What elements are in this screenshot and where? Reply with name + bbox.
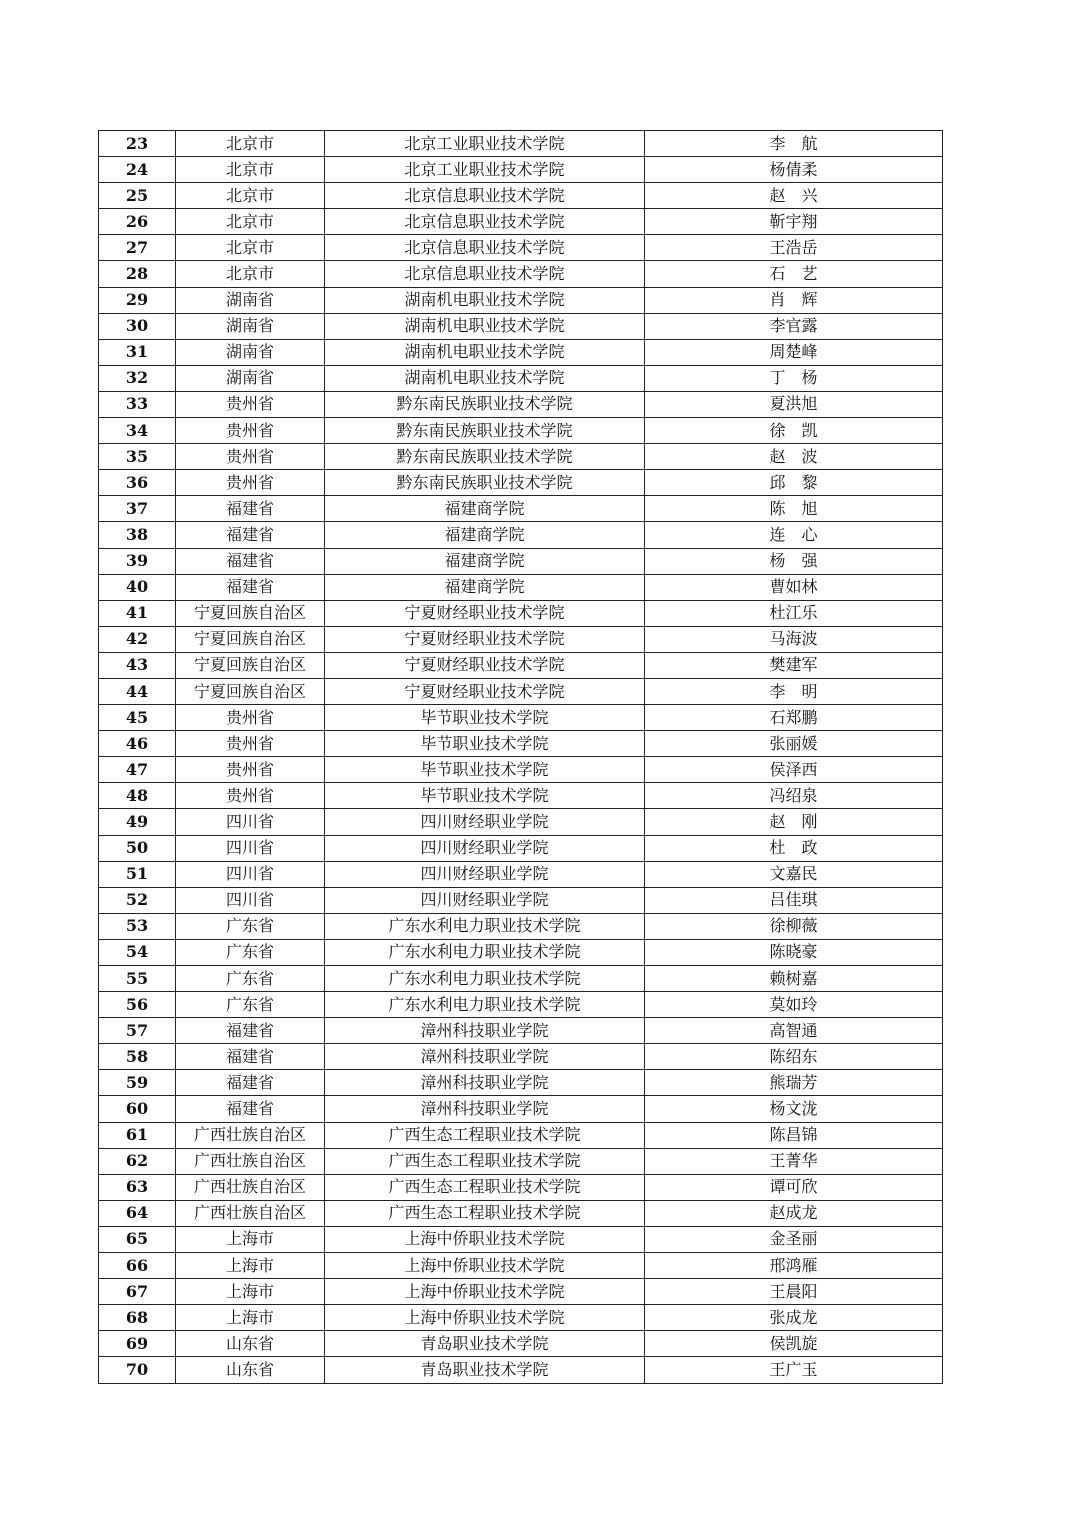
person-name-cell: 金圣丽	[645, 1226, 943, 1252]
region-cell: 贵州省	[176, 391, 325, 417]
row-number-cell: 64	[99, 1200, 176, 1226]
table-row	[99, 1148, 943, 1174]
school-cell: 北京信息职业技术学院	[325, 183, 645, 209]
region-cell: 宁夏回族自治区	[176, 626, 325, 652]
row-number-cell: 43	[99, 652, 176, 678]
table-row	[99, 678, 943, 704]
table-row	[99, 1305, 943, 1331]
table-row	[99, 783, 943, 809]
table-row	[99, 418, 943, 444]
school-cell: 北京信息职业技术学院	[325, 235, 645, 261]
person-name-cell: 曹如林	[645, 574, 943, 600]
region-cell: 福建省	[176, 1044, 325, 1070]
table-row	[99, 861, 943, 887]
school-cell: 漳州科技职业学院	[325, 1044, 645, 1070]
person-name-cell: 邢鸿雁	[645, 1253, 943, 1279]
person-name-cell: 王晨阳	[645, 1279, 943, 1305]
region-cell: 福建省	[176, 1096, 325, 1122]
school-cell: 广东水利电力职业技术学院	[325, 966, 645, 992]
row-number-cell: 61	[99, 1122, 176, 1148]
table-row	[99, 444, 943, 470]
table-row	[99, 731, 943, 757]
person-name-cell: 熊瑞芳	[645, 1070, 943, 1096]
school-cell: 毕节职业技术学院	[325, 705, 645, 731]
table-row	[99, 1122, 943, 1148]
person-name-cell: 李 航	[645, 131, 943, 157]
table-row	[99, 235, 943, 261]
person-name-cell: 邱 黎	[645, 470, 943, 496]
row-number-cell: 27	[99, 235, 176, 261]
region-cell: 福建省	[176, 522, 325, 548]
school-cell: 青岛职业技术学院	[325, 1357, 645, 1383]
row-number-cell: 66	[99, 1253, 176, 1279]
row-number-cell: 37	[99, 496, 176, 522]
row-number-cell: 56	[99, 992, 176, 1018]
person-name-cell: 李官露	[645, 313, 943, 339]
person-name-cell: 莫如玲	[645, 992, 943, 1018]
region-cell: 上海市	[176, 1226, 325, 1252]
region-cell: 福建省	[176, 1018, 325, 1044]
table-row	[99, 1096, 943, 1122]
region-cell: 上海市	[176, 1253, 325, 1279]
region-cell: 四川省	[176, 809, 325, 835]
person-name-cell: 谭可欣	[645, 1174, 943, 1200]
school-cell: 黔东南民族职业技术学院	[325, 391, 645, 417]
school-cell: 黔东南民族职业技术学院	[325, 444, 645, 470]
school-cell: 福建商学院	[325, 574, 645, 600]
table-row	[99, 1070, 943, 1096]
school-cell: 湖南机电职业技术学院	[325, 287, 645, 313]
school-cell: 四川财经职业学院	[325, 887, 645, 913]
table-row	[99, 548, 943, 574]
table-row	[99, 522, 943, 548]
region-cell: 贵州省	[176, 731, 325, 757]
row-number-cell: 59	[99, 1070, 176, 1096]
school-cell: 北京信息职业技术学院	[325, 261, 645, 287]
table-row	[99, 652, 943, 678]
school-cell: 漳州科技职业学院	[325, 1018, 645, 1044]
person-name-cell: 杨倩柔	[645, 157, 943, 183]
table-row	[99, 887, 943, 913]
person-name-cell: 冯绍泉	[645, 783, 943, 809]
region-cell: 四川省	[176, 835, 325, 861]
row-number-cell: 38	[99, 522, 176, 548]
person-name-cell: 石 艺	[645, 261, 943, 287]
table-row	[99, 1279, 943, 1305]
table-row	[99, 705, 943, 731]
table-row	[99, 939, 943, 965]
row-number-cell: 41	[99, 600, 176, 626]
table-row	[99, 966, 943, 992]
school-cell: 宁夏财经职业技术学院	[325, 626, 645, 652]
row-number-cell: 48	[99, 783, 176, 809]
person-name-cell: 高智通	[645, 1018, 943, 1044]
school-cell: 广东水利电力职业技术学院	[325, 939, 645, 965]
row-number-cell: 31	[99, 339, 176, 365]
person-name-cell: 杜 政	[645, 835, 943, 861]
table-row	[99, 1253, 943, 1279]
person-name-cell: 徐 凯	[645, 418, 943, 444]
row-number-cell: 62	[99, 1148, 176, 1174]
region-cell: 贵州省	[176, 705, 325, 731]
roster-body	[99, 131, 943, 1384]
table-row	[99, 391, 943, 417]
person-name-cell: 王浩岳	[645, 235, 943, 261]
table-row	[99, 835, 943, 861]
region-cell: 宁夏回族自治区	[176, 652, 325, 678]
school-cell: 漳州科技职业学院	[325, 1096, 645, 1122]
row-number-cell: 34	[99, 418, 176, 444]
row-number-cell: 47	[99, 757, 176, 783]
region-cell: 广西壮族自治区	[176, 1122, 325, 1148]
person-name-cell: 周楚峰	[645, 339, 943, 365]
person-name-cell: 赖树嘉	[645, 966, 943, 992]
school-cell: 四川财经职业学院	[325, 835, 645, 861]
row-number-cell: 69	[99, 1331, 176, 1357]
person-name-cell: 杜江乐	[645, 600, 943, 626]
table-row	[99, 313, 943, 339]
row-number-cell: 28	[99, 261, 176, 287]
person-name-cell: 侯泽西	[645, 757, 943, 783]
school-cell: 湖南机电职业技术学院	[325, 365, 645, 391]
roster-table	[98, 130, 943, 1384]
table-row	[99, 365, 943, 391]
table-row	[99, 183, 943, 209]
person-name-cell: 赵成龙	[645, 1200, 943, 1226]
row-number-cell: 68	[99, 1305, 176, 1331]
school-cell: 四川财经职业学院	[325, 809, 645, 835]
person-name-cell: 连 心	[645, 522, 943, 548]
school-cell: 广东水利电力职业技术学院	[325, 992, 645, 1018]
school-cell: 北京工业职业技术学院	[325, 131, 645, 157]
school-cell: 上海中侨职业技术学院	[325, 1226, 645, 1252]
table-row	[99, 1174, 943, 1200]
person-name-cell: 陈绍东	[645, 1044, 943, 1070]
table-row	[99, 1331, 943, 1357]
school-cell: 福建商学院	[325, 548, 645, 574]
school-cell: 宁夏财经职业技术学院	[325, 600, 645, 626]
row-number-cell: 50	[99, 835, 176, 861]
table-row	[99, 992, 943, 1018]
table-row	[99, 809, 943, 835]
person-name-cell: 文嘉民	[645, 861, 943, 887]
row-number-cell: 36	[99, 470, 176, 496]
row-number-cell: 25	[99, 183, 176, 209]
region-cell: 北京市	[176, 235, 325, 261]
region-cell: 贵州省	[176, 783, 325, 809]
school-cell: 广西生态工程职业技术学院	[325, 1122, 645, 1148]
school-cell: 青岛职业技术学院	[325, 1331, 645, 1357]
row-number-cell: 32	[99, 365, 176, 391]
school-cell: 黔东南民族职业技术学院	[325, 418, 645, 444]
person-name-cell: 樊建军	[645, 652, 943, 678]
person-name-cell: 陈昌锦	[645, 1122, 943, 1148]
row-number-cell: 45	[99, 705, 176, 731]
person-name-cell: 徐柳薇	[645, 913, 943, 939]
row-number-cell: 23	[99, 131, 176, 157]
row-number-cell: 44	[99, 678, 176, 704]
table-row	[99, 574, 943, 600]
person-name-cell: 陈 旭	[645, 496, 943, 522]
person-name-cell: 夏洪旭	[645, 391, 943, 417]
person-name-cell: 杨 强	[645, 548, 943, 574]
table-row	[99, 470, 943, 496]
table-row	[99, 1018, 943, 1044]
row-number-cell: 42	[99, 626, 176, 652]
table-row	[99, 209, 943, 235]
row-number-cell: 57	[99, 1018, 176, 1044]
school-cell: 福建商学院	[325, 496, 645, 522]
school-cell: 上海中侨职业技术学院	[325, 1253, 645, 1279]
table-row	[99, 339, 943, 365]
row-number-cell: 60	[99, 1096, 176, 1122]
row-number-cell: 46	[99, 731, 176, 757]
table-row	[99, 287, 943, 313]
person-name-cell: 石郑鹏	[645, 705, 943, 731]
person-name-cell: 杨文泷	[645, 1096, 943, 1122]
school-cell: 宁夏财经职业技术学院	[325, 652, 645, 678]
school-cell: 湖南机电职业技术学院	[325, 339, 645, 365]
school-cell: 广西生态工程职业技术学院	[325, 1148, 645, 1174]
row-number-cell: 52	[99, 887, 176, 913]
school-cell: 广西生态工程职业技术学院	[325, 1200, 645, 1226]
row-number-cell: 30	[99, 313, 176, 339]
region-cell: 山东省	[176, 1357, 325, 1383]
region-cell: 湖南省	[176, 313, 325, 339]
row-number-cell: 58	[99, 1044, 176, 1070]
person-name-cell: 王菁华	[645, 1148, 943, 1174]
person-name-cell: 张成龙	[645, 1305, 943, 1331]
row-number-cell: 33	[99, 391, 176, 417]
person-name-cell: 李 明	[645, 678, 943, 704]
table-row	[99, 496, 943, 522]
table-row	[99, 913, 943, 939]
region-cell: 山东省	[176, 1331, 325, 1357]
region-cell: 广东省	[176, 992, 325, 1018]
table-row	[99, 600, 943, 626]
school-cell: 毕节职业技术学院	[325, 757, 645, 783]
region-cell: 四川省	[176, 861, 325, 887]
region-cell: 贵州省	[176, 757, 325, 783]
region-cell: 湖南省	[176, 287, 325, 313]
row-number-cell: 63	[99, 1174, 176, 1200]
region-cell: 贵州省	[176, 444, 325, 470]
person-name-cell: 赵 刚	[645, 809, 943, 835]
row-number-cell: 70	[99, 1357, 176, 1383]
region-cell: 福建省	[176, 548, 325, 574]
row-number-cell: 53	[99, 913, 176, 939]
region-cell: 广西壮族自治区	[176, 1148, 325, 1174]
region-cell: 广西壮族自治区	[176, 1200, 325, 1226]
region-cell: 北京市	[176, 209, 325, 235]
region-cell: 福建省	[176, 574, 325, 600]
row-number-cell: 35	[99, 444, 176, 470]
region-cell: 福建省	[176, 496, 325, 522]
row-number-cell: 54	[99, 939, 176, 965]
region-cell: 宁夏回族自治区	[176, 678, 325, 704]
region-cell: 上海市	[176, 1279, 325, 1305]
row-number-cell: 49	[99, 809, 176, 835]
region-cell: 贵州省	[176, 418, 325, 444]
region-cell: 北京市	[176, 183, 325, 209]
row-number-cell: 55	[99, 966, 176, 992]
row-number-cell: 40	[99, 574, 176, 600]
school-cell: 北京信息职业技术学院	[325, 209, 645, 235]
person-name-cell: 赵 兴	[645, 183, 943, 209]
table-row	[99, 757, 943, 783]
person-name-cell: 肖 辉	[645, 287, 943, 313]
table-row	[99, 261, 943, 287]
region-cell: 广东省	[176, 913, 325, 939]
person-name-cell: 靳宇翔	[645, 209, 943, 235]
school-cell: 湖南机电职业技术学院	[325, 313, 645, 339]
person-name-cell: 张丽媛	[645, 731, 943, 757]
region-cell: 上海市	[176, 1305, 325, 1331]
table-row	[99, 1357, 943, 1383]
region-cell: 福建省	[176, 1070, 325, 1096]
table-row	[99, 157, 943, 183]
region-cell: 湖南省	[176, 365, 325, 391]
region-cell: 湖南省	[176, 339, 325, 365]
row-number-cell: 26	[99, 209, 176, 235]
school-cell: 四川财经职业学院	[325, 861, 645, 887]
school-cell: 北京工业职业技术学院	[325, 157, 645, 183]
school-cell: 宁夏财经职业技术学院	[325, 678, 645, 704]
row-number-cell: 51	[99, 861, 176, 887]
person-name-cell: 陈晓豪	[645, 939, 943, 965]
row-number-cell: 24	[99, 157, 176, 183]
person-name-cell: 丁 杨	[645, 365, 943, 391]
table-row	[99, 626, 943, 652]
school-cell: 漳州科技职业学院	[325, 1070, 645, 1096]
region-cell: 四川省	[176, 887, 325, 913]
row-number-cell: 29	[99, 287, 176, 313]
person-name-cell: 赵 波	[645, 444, 943, 470]
region-cell: 北京市	[176, 261, 325, 287]
school-cell: 广东水利电力职业技术学院	[325, 913, 645, 939]
school-cell: 福建商学院	[325, 522, 645, 548]
person-name-cell: 吕佳琪	[645, 887, 943, 913]
region-cell: 贵州省	[176, 470, 325, 496]
school-cell: 上海中侨职业技术学院	[325, 1305, 645, 1331]
school-cell: 黔东南民族职业技术学院	[325, 470, 645, 496]
region-cell: 广西壮族自治区	[176, 1174, 325, 1200]
row-number-cell: 65	[99, 1226, 176, 1252]
school-cell: 毕节职业技术学院	[325, 731, 645, 757]
region-cell: 北京市	[176, 131, 325, 157]
school-cell: 上海中侨职业技术学院	[325, 1279, 645, 1305]
region-cell: 宁夏回族自治区	[176, 600, 325, 626]
school-cell: 毕节职业技术学院	[325, 783, 645, 809]
table-row	[99, 1044, 943, 1070]
person-name-cell: 侯凯旋	[645, 1331, 943, 1357]
person-name-cell: 王广玉	[645, 1357, 943, 1383]
row-number-cell: 39	[99, 548, 176, 574]
school-cell: 广西生态工程职业技术学院	[325, 1174, 645, 1200]
table-row	[99, 131, 943, 157]
region-cell: 广东省	[176, 966, 325, 992]
region-cell: 北京市	[176, 157, 325, 183]
region-cell: 广东省	[176, 939, 325, 965]
row-number-cell: 67	[99, 1279, 176, 1305]
table-row	[99, 1226, 943, 1252]
table-row	[99, 1200, 943, 1226]
person-name-cell: 马海波	[645, 626, 943, 652]
